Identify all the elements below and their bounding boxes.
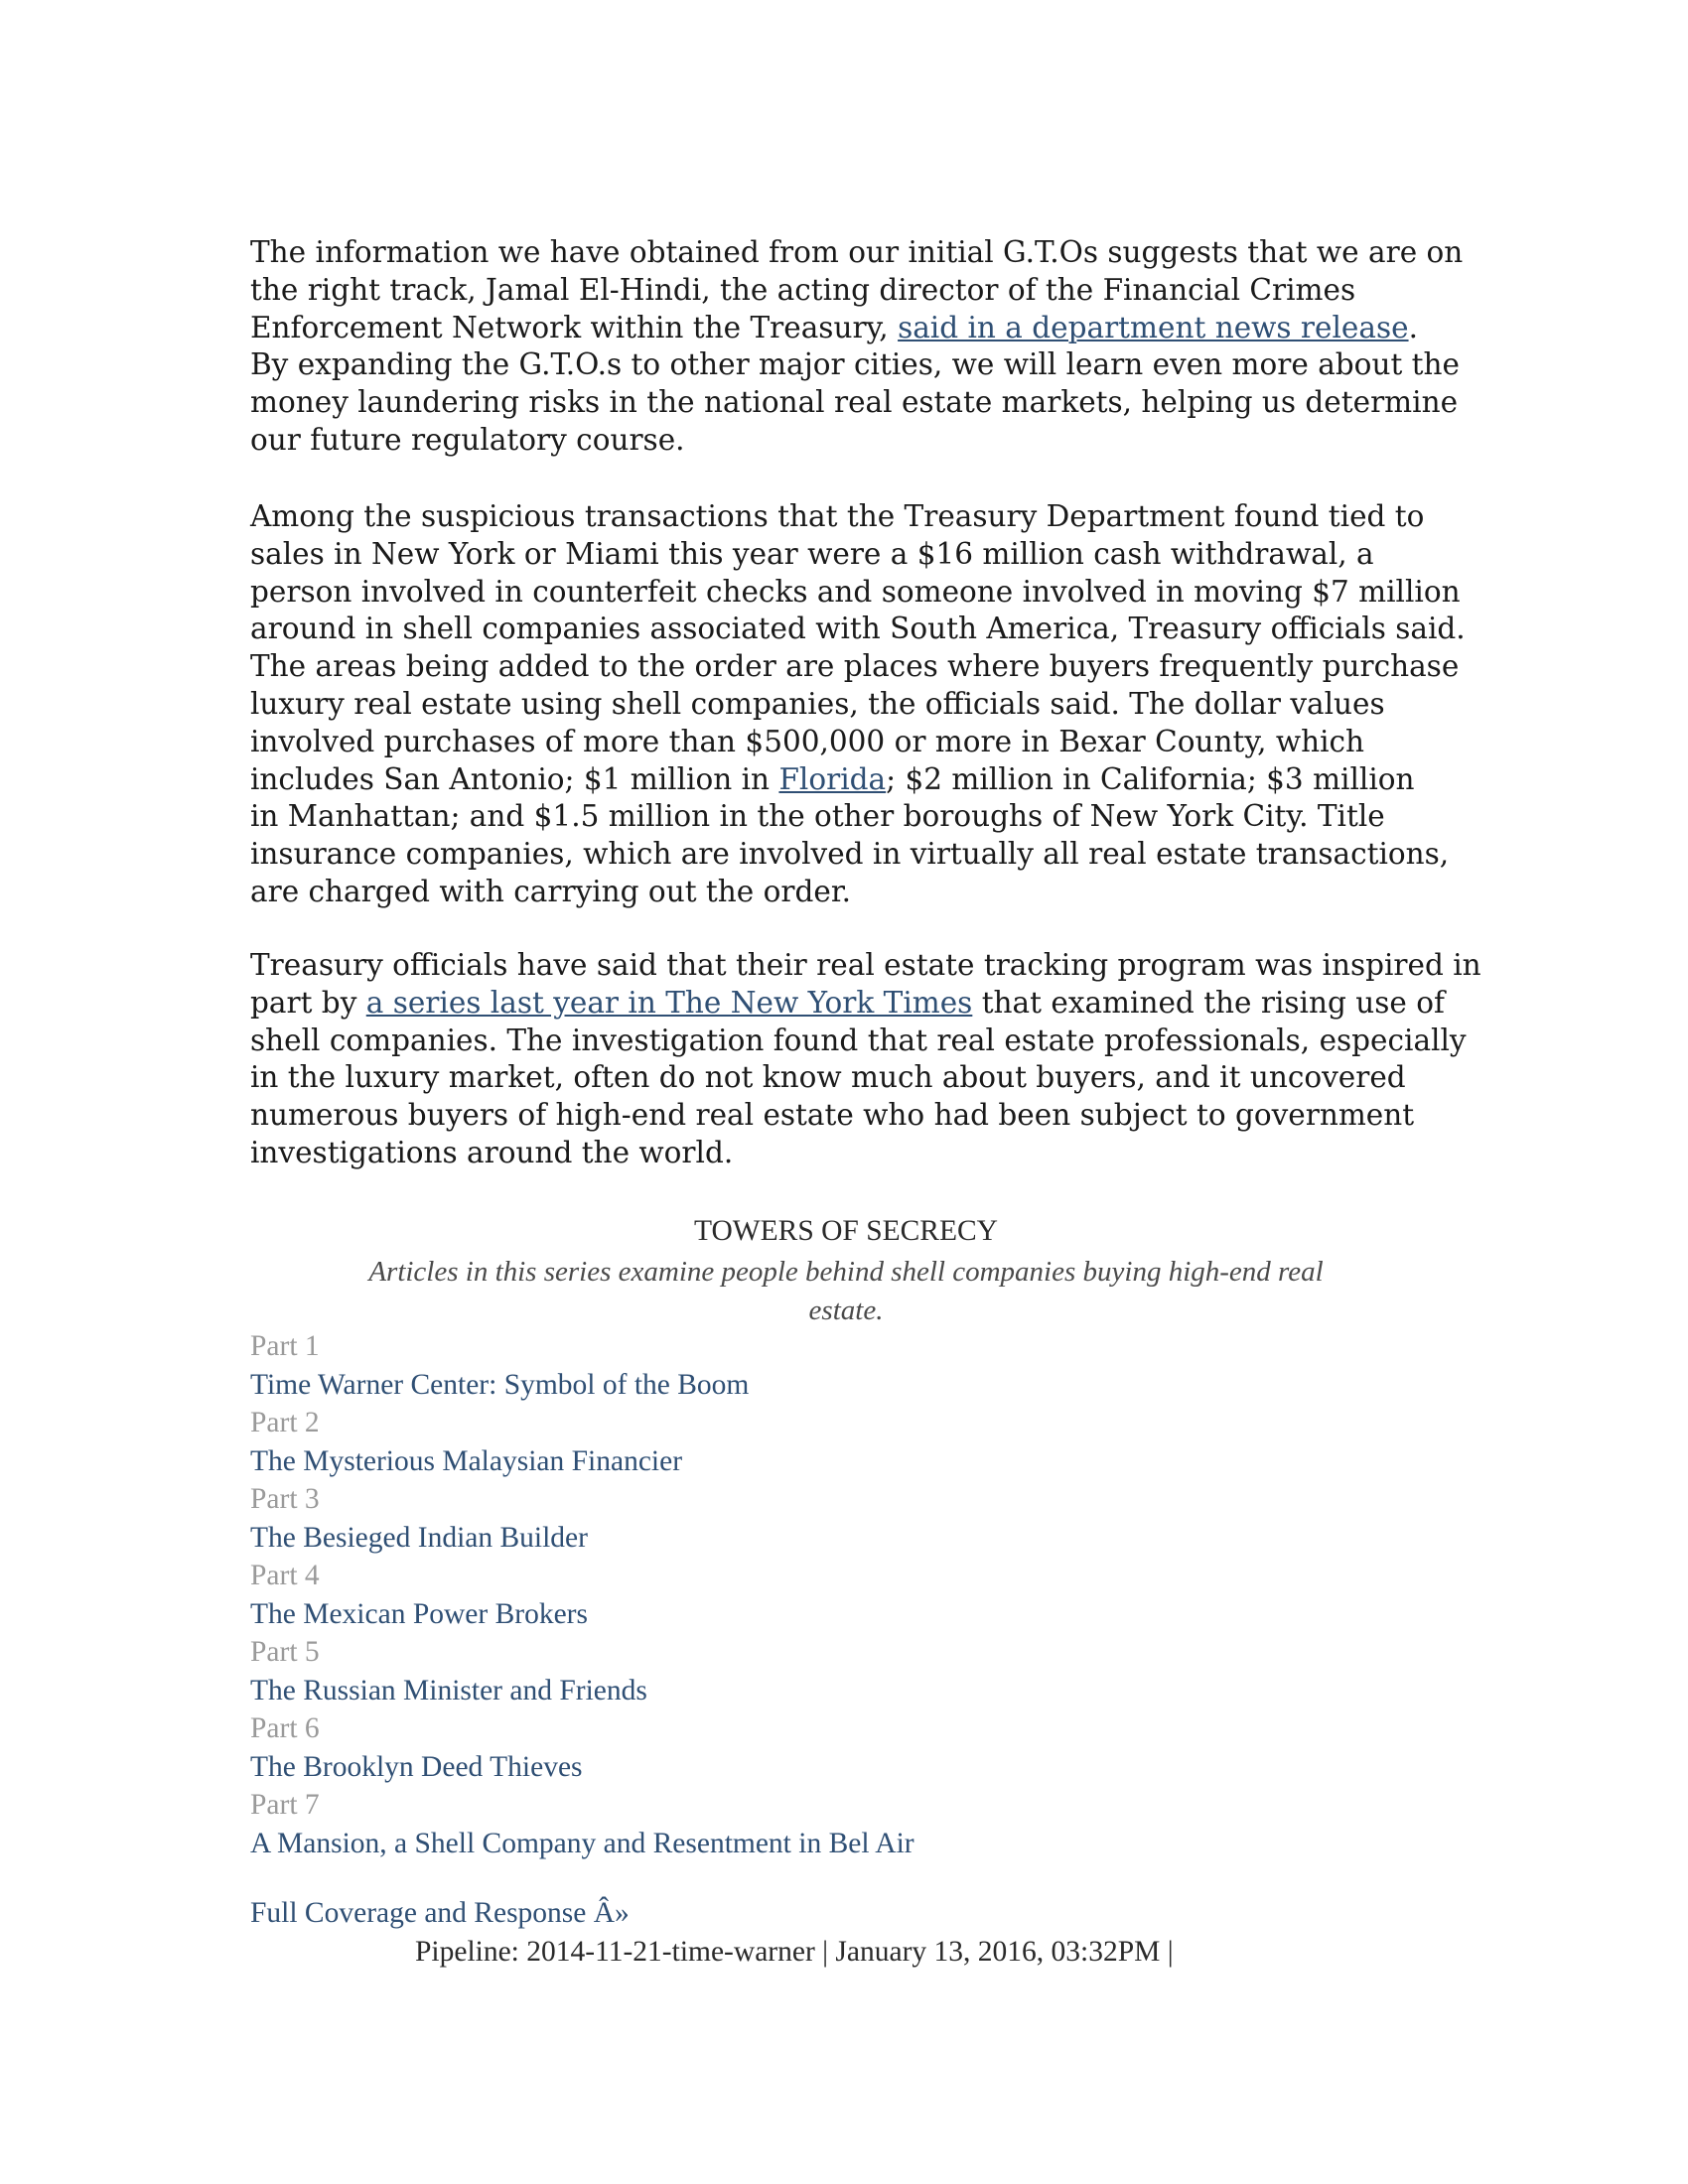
text-line xyxy=(250,310,1463,347)
full-coverage-link[interactable]: Full Coverage and Response Â» xyxy=(250,1897,630,1929)
news-release-link[interactable]: said in a department news release xyxy=(898,310,1409,344)
text-line: around in shell companies associated with South America, Treasury officials said. xyxy=(250,612,1466,646)
series-description-line: Articles in this series examine people behind shell companies buying high-end real xyxy=(368,1256,1324,1288)
part-link[interactable]: Time Warner Center: Symbol of the Boom xyxy=(250,1368,750,1401)
text-line: are charged with carrying out the order. xyxy=(250,874,852,908)
text-line: The areas being added to the order are places where buyers frequently purchase xyxy=(250,649,1460,684)
series-description-line: estate. xyxy=(808,1294,884,1326)
paragraph-suspicious-transactions xyxy=(250,498,1466,911)
text-line: luxury real estate using shell companies, the officials said. The dollar values xyxy=(250,686,1385,721)
text-line: money laundering risks in the national real estate markets, helping us determine xyxy=(250,385,1459,420)
text-line: The information we have obtained from our initial G.T.Os suggests that we are on xyxy=(250,235,1464,269)
part-link[interactable]: A Mansion, a Shell Company and Resentment in Bel Air xyxy=(250,1827,914,1859)
part-label: Part 1 xyxy=(250,1330,320,1362)
series-parts-list xyxy=(250,1327,914,1862)
series-description xyxy=(250,1253,1442,1329)
series-title: TOWERS OF SECRECY xyxy=(694,1215,998,1247)
text-line: Treasury officials have said that their real estate tracking program was inspired in xyxy=(250,948,1481,982)
text-segment: . xyxy=(1408,310,1418,344)
text-line: the right track, Jamal El-Hindi, the acting director of the Financial Crimes xyxy=(250,272,1356,307)
text-line: insurance companies, which are involved in virtually all real estate transactions, xyxy=(250,837,1450,872)
pipeline-footer: Pipeline: 2014-11-21-time-warner | January 13, 2016, 03:32PM | xyxy=(415,1936,1174,1968)
part-label: Part 4 xyxy=(250,1560,320,1591)
text-segment: that examined the rising use of xyxy=(972,985,1445,1020)
part-link[interactable]: The Besieged Indian Builder xyxy=(250,1521,588,1554)
text-line: numerous buyers of high-end real estate who had been subject to government xyxy=(250,1098,1415,1133)
text-line: involved purchases of more than $500,000 or more in Bexar County, which xyxy=(250,724,1365,758)
text-line: shell companies. The investigation found that real estate professionals, especially xyxy=(250,1023,1467,1057)
text-line: our future regulatory course. xyxy=(250,422,685,457)
florida-link[interactable]: Florida xyxy=(778,761,887,796)
text-line: in Manhattan; and $1.5 million in the other boroughs of New York City. Title xyxy=(250,799,1385,834)
text-line: investigations around the world. xyxy=(250,1135,734,1169)
text-segment: includes San Antonio; $1 million in xyxy=(250,761,779,796)
part-link[interactable]: The Mysterious Malaysian Financier xyxy=(250,1444,683,1477)
text-line: Among the suspicious transactions that the Treasury Department found tied to xyxy=(250,499,1425,533)
nyt-series-link[interactable]: a series last year in The New York Times xyxy=(365,985,973,1020)
paragraph-tracking-program xyxy=(250,947,1481,1172)
part-label: Part 6 xyxy=(250,1712,320,1744)
paragraph-gto-quote xyxy=(250,234,1463,460)
part-label: Part 3 xyxy=(250,1483,320,1515)
text-line xyxy=(250,761,1466,799)
part-link[interactable]: The Brooklyn Deed Thieves xyxy=(250,1750,583,1783)
part-link[interactable]: The Mexican Power Brokers xyxy=(250,1597,588,1630)
text-segment: part by xyxy=(250,985,366,1020)
text-line xyxy=(250,985,1481,1023)
text-line: in the luxury market, often do not know much about buyers, and it uncovered xyxy=(250,1060,1406,1095)
text-line: person involved in counterfeit checks and someone involved in moving $7 million xyxy=(250,574,1461,609)
part-label: Part 5 xyxy=(250,1636,320,1668)
part-label: Part 7 xyxy=(250,1789,320,1821)
text-segment: ; $2 million in California; $3 million xyxy=(886,761,1415,796)
part-label: Part 2 xyxy=(250,1407,320,1438)
text-segment: Enforcement Network within the Treasury, xyxy=(250,310,899,344)
text-line: sales in New York or Miami this year were a $16 million cash withdrawal, a xyxy=(250,536,1374,571)
text-line: By expanding the G.T.O.s to other major cities, we will learn even more about the xyxy=(250,347,1460,382)
part-link[interactable]: The Russian Minister and Friends xyxy=(250,1674,647,1706)
